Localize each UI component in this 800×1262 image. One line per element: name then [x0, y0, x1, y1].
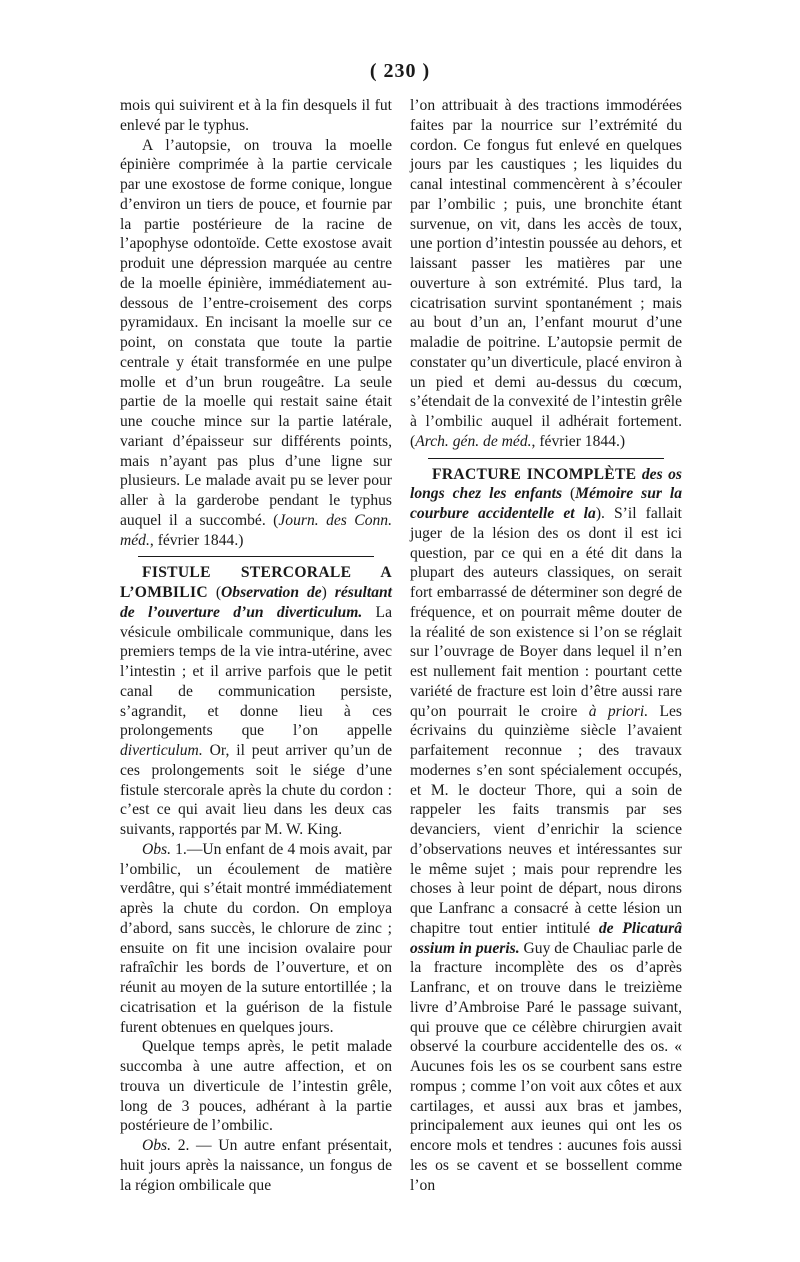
heading-subtitle: des os longs chez les enfants: [410, 465, 682, 503]
page-number: ( 230 ): [369, 60, 431, 82]
paragraph: [410, 96, 682, 452]
obs-label: Obs.: [142, 840, 172, 858]
left-column: [120, 96, 392, 1195]
right-column: [410, 96, 682, 1195]
heading-paren: ): [321, 584, 335, 601]
article-fistule: [120, 563, 392, 840]
paragraph: [120, 136, 392, 551]
citation-journal: Arch. gén. de méd.: [415, 432, 532, 450]
paragraph-text: 2. — Un autre enfant présentait, huit jours après la naissance, un fongus de la région ombilicale que: [120, 1137, 392, 1194]
paragraph-text: La vésicule ombilicale communique, dans les premiers temps de la vie intra-utérine, avec l’intestin ; et il arrive parfois que le petit canal de communication persiste, s’agrandit, et donne lieu à ces prolongements que l’on appelle: [120, 603, 392, 740]
section-divider: [428, 458, 664, 459]
citation-suffix: , février 1844.): [531, 432, 626, 450]
paragraph-text: S’il fallait juger de la lésion des os dont il est ici question, par ce qui en a été dit dans la plupart des auteurs classiques, on serait fort embarrassé de déterminer son degré de fréquence, et on pourrait même douter de la réalité de son existence si l’on se réglait sur l’ouvrage de Boyer dans lequel il n’en est nullement fait mention : pourtant cette variété de fracture est loin d’être aussi rare qu’on pourrait le croire: [410, 505, 682, 720]
citation-suffix: , février 1844.): [149, 531, 244, 549]
paragraph: mois qui suivirent et à la fin desquels il fut enlevé par le typhus.: [120, 97, 392, 134]
citation-journal: Journ. des Conn. méd.: [120, 511, 392, 549]
italic-term: diverticulum.: [120, 742, 203, 759]
paragraph-text: A l’autopsie, on trouva la moelle épinière comprimée à la partie cervicale par une exostose de forme conique, longue d’environ un tiers de pouce, et fournie par la partie postérieure de la racine de l’apophyse odontoïde. Cette exostose avait produit une dépression marquée au centre de la moelle épinière, immédiatement au-dessous de l’entre-croisement des corps pyramidaux. En incisant la moelle sur ce point, on constata que toute la partie centrale y était transformée en une pulpe molle et d’un brun rougeâtre. La seule partie de la moelle qui restait saine était une couche mince sur la partie latérale, variant d’épaisseur sur différents points, mais n’ayant pas plus d’une ligne sur plusieurs. Le malade avait pu se lever pour aller à la garderobe pendant le typhus auquel il a succombé.: [120, 136, 392, 529]
heading-subtitle: Observation de: [221, 584, 322, 601]
obs-label: Obs.: [142, 1137, 172, 1154]
citation-prefix: (: [265, 511, 279, 529]
heading-subtitle: Mémoire sur la courbure accidentelle et la: [410, 485, 682, 522]
heading-paren: ).: [595, 505, 605, 522]
paragraph-text: 1.—Un enfant de 4 mois avait, par l’ombilic, un écoulement de matière verdâtre, qui s’était montré immédiatement après la chute du cordon. On employa d’abord, sans succès, le chlorure de zinc ; ensuite on fit une incision ovalaire pour rafraîchir les bords de l’ouverture, et on réunit au moyen de la suture entortillée ; la cicatrisation et la guérison de la fistule furent obtenues en quelques jours.: [120, 840, 392, 1036]
paragraph-text: Guy de Chauliac parle de la fracture incomplète des os d’après Lanfranc, et on trouve dans le treizième livre d’Ambroise Paré le passage suivant, qui prouve que ce célèbre chirurgien avait observé la courbure accidentelle des os. « Aucunes fois les os se courbent sans estre rompus ; comme l’on voit aux côtes et aux cartilages, et aussi aux bras et jambes, principalement aux ieunes qui ont les os encore mols et tendres : aucunes fois aussi les os se cavent et se bossellent comme l’on: [410, 939, 683, 1194]
paragraph-text: Les écrivains du quinzième siècle l’avaient parfaitement reconnue ; des travaux modernes s’en sont spécialement occupés, et M. le docteur Thore, qui a soin de rappeler les faits transmis par ses devanciers, vient d’enrichir la science d’observations neuves et intéressantes sur le même sujet ; mais pour reprendre les choses à leur point de départ, nous dirons que Lanfranc a consacré à cette lésion un chapitre tout entier intitulé: [410, 702, 682, 937]
section-heading: FISTULE STERCORALE A L’OMBILIC: [120, 564, 392, 601]
observation-2: [120, 1136, 392, 1195]
heading-paren: (: [207, 584, 222, 601]
citation-prefix: (: [410, 432, 416, 450]
section-heading: FRACTURE INCOMPLÈTE: [432, 465, 637, 483]
heading-subtitle: résultant de l’ouverture d’un diverticulum.: [120, 584, 392, 621]
paragraph-text: l’on attribuait à des tractions immodérées faites par la nourrice sur l’extrémité du cordon. Ce fongus fut enlevé en quelques jours par les caustiques ; les liquides du canal intestinal commencèrent à s’écouler par l’ombilic ; puis, une bronchite étant survenue, on vit, dans les accès de toux, une portion d’intestin poussée au dehors, et laissant passer les matières par une ouverture à son extrémité. Plus tard, la cicatrisation survint spontanément ; mais au bout d’un an, l’enfant mourut d’une maladie de poitrine. L’autopsie permit de constater qu’un diverticule, placé environ à un pied et demi au-dessus du cœcum, s’étendait de la convexité de l’intestin grêle à l’ombilic auquel il adhérait fortement.: [410, 97, 682, 430]
italic-term: à priori.: [588, 702, 649, 720]
paragraph-text: Or, il peut arriver qu’un de ces prolongements soit le siége d’une fistule stercorale après la chute du cordon : c’est ce qui avait lieu dans les deux cas suivants, rapportés par M. W. King.: [120, 742, 392, 838]
paragraph: Quelque temps après, le petit malade succomba à une autre affection, et on trouva un diverticule de l’intestin grêle, long de 3 pouces, adhérant à la partie postérieure de l’ombilic.: [120, 1038, 392, 1135]
heading-paren: (: [562, 485, 576, 503]
observation-1: [120, 840, 392, 1038]
italic-title: de Plicaturâ ossium in pueris.: [410, 919, 682, 957]
article-fracture: [410, 465, 682, 1196]
section-divider: [138, 556, 374, 557]
